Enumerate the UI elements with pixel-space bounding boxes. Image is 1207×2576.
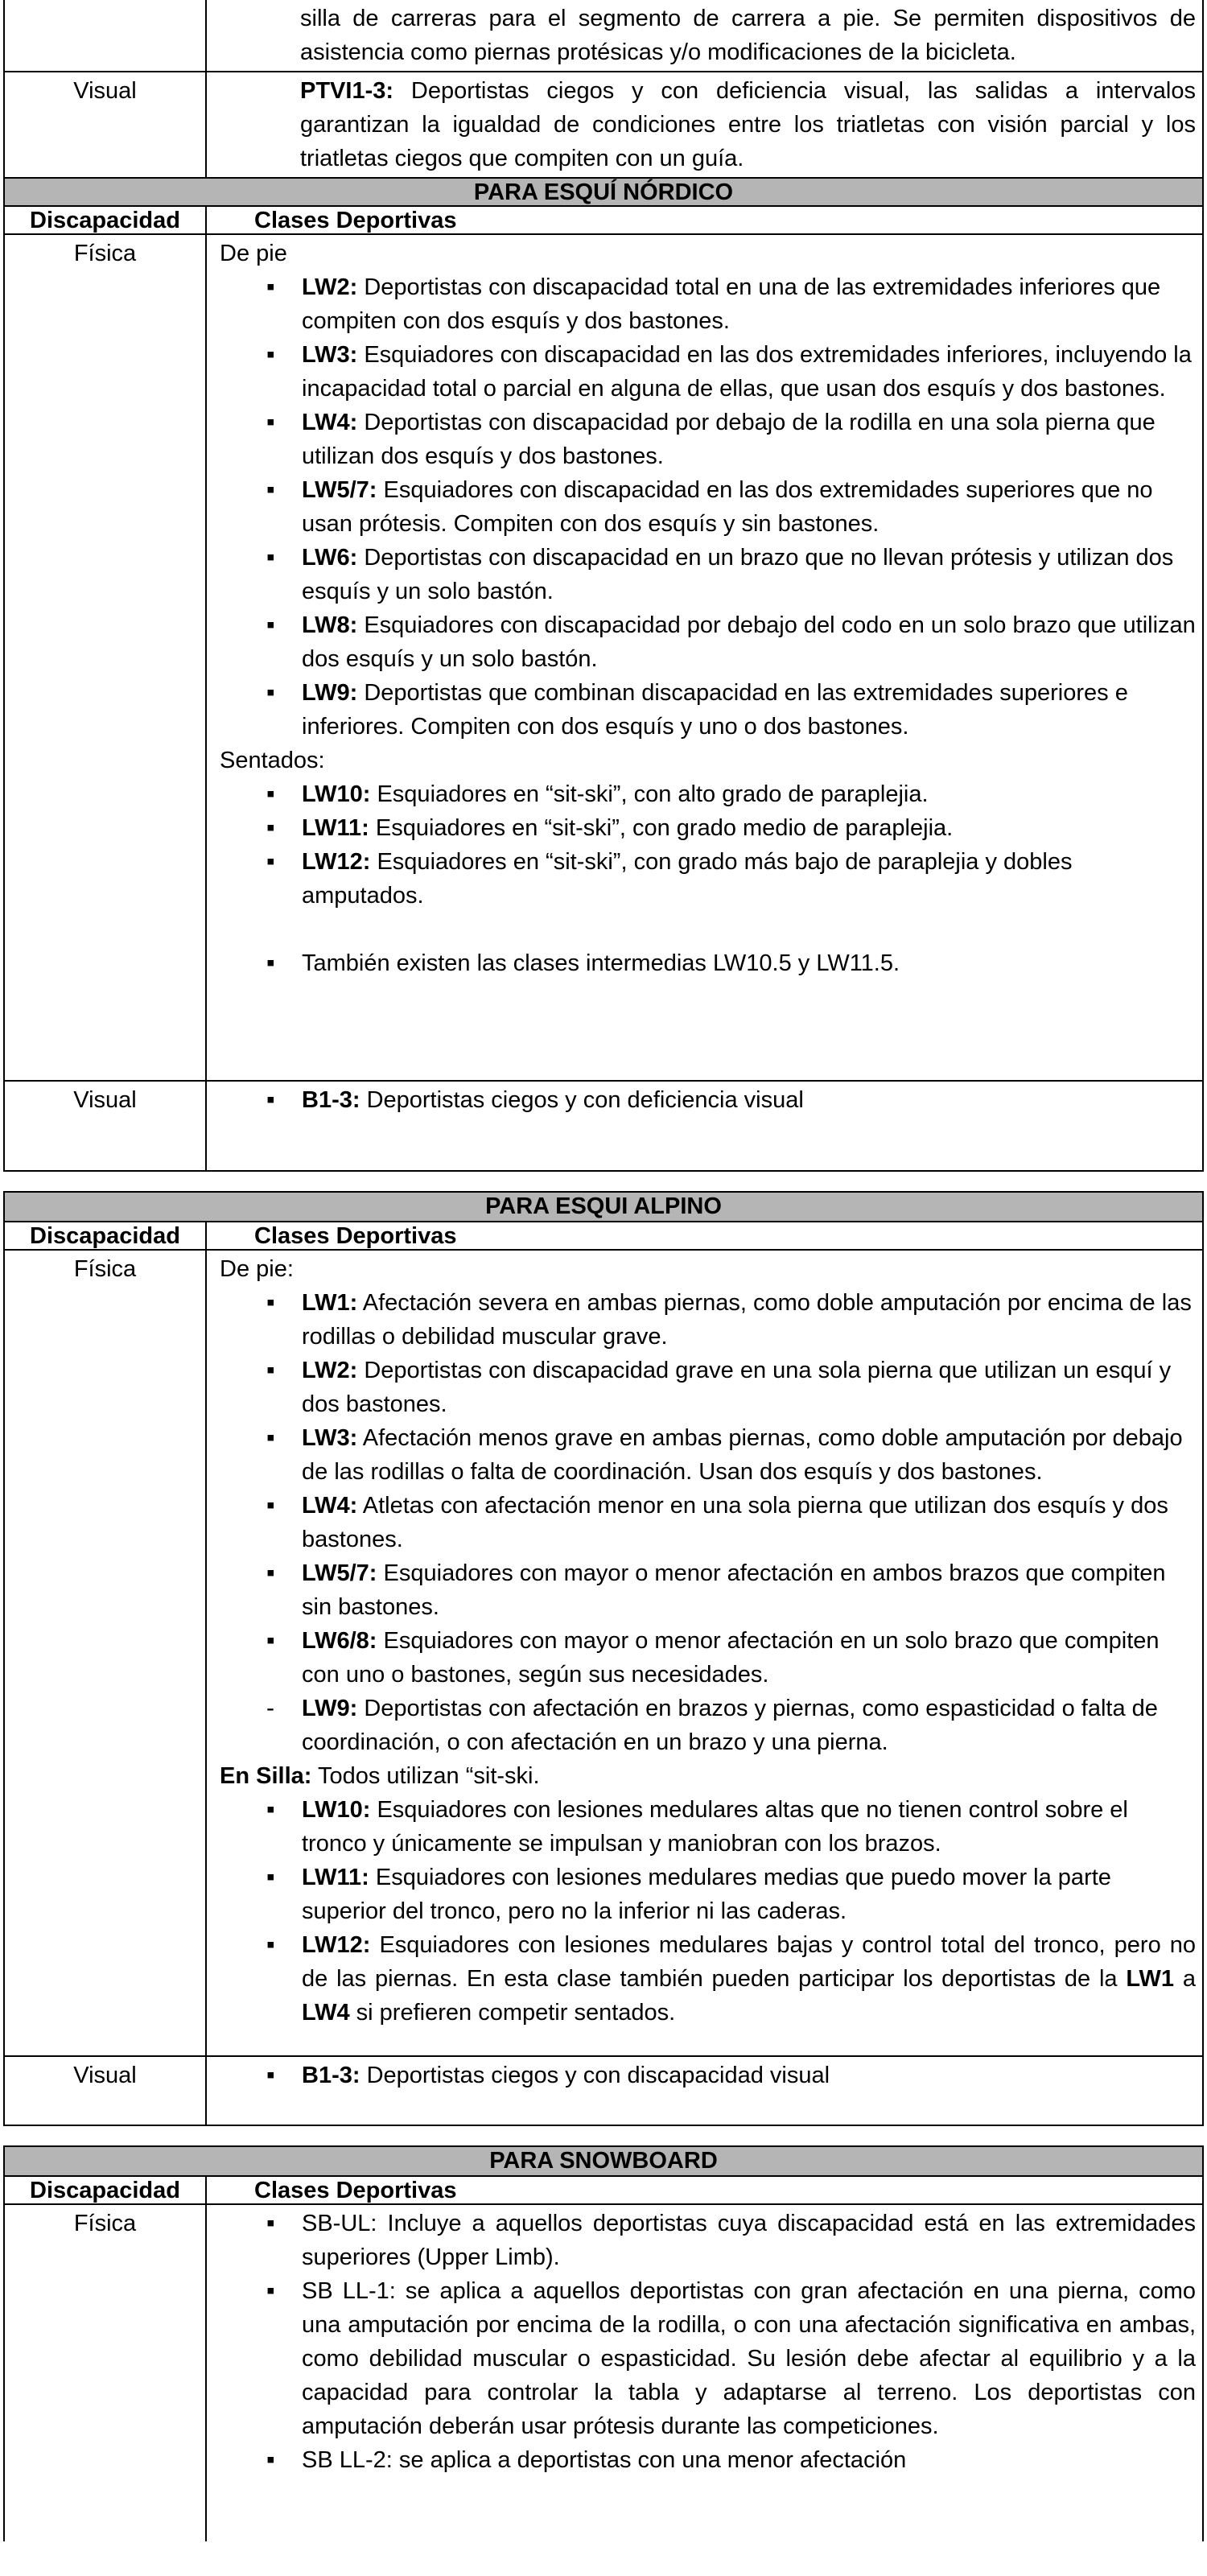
class-item [266,541,1196,608]
class-code: LW1 [1126,1966,1175,1992]
bullet-icon: ▪ [266,1796,275,1823]
class-code: LW4 [302,2000,350,2026]
alpine-ski-table [3,1191,1204,2126]
text-run: SB-UL: Incluye a aquellos deportistas cuya discapacidad está en las extremidades superiores (Upper Limb). [302,2211,1196,2270]
bullet-icon: ▪ [266,612,275,638]
class-item [266,845,1196,913]
class-item [266,473,1196,541]
class-code: LW12: [302,1932,371,1958]
bullet-icon: ▪ [266,1864,275,1890]
class-item-text [302,1624,1196,1692]
table-row [5,1249,1202,2055]
class-item-text [302,1793,1196,1861]
sport-classes-cell [207,235,1202,1080]
class-code: LW4: [302,1493,358,1519]
bullet-icon: ▪ [266,781,275,807]
bullet-icon: ▪ [266,2210,275,2236]
class-code: LW2: [302,274,358,300]
text-run: Deportistas con discapacidad grave en una sola pierna que utilizan un esquí y dos bastones. [302,1358,1172,1417]
text-run: Deportistas ciegos y con deficiencia visual [360,1087,804,1113]
class-code: LW10: [302,781,371,807]
table-row [5,1080,1202,1170]
class-item [266,676,1196,744]
bullet-icon: ▪ [266,409,275,435]
class-item-text [302,1861,1196,1928]
section-title: PARA ESQUI ALPINO [5,1193,1202,1221]
class-code: LW2: [302,1358,358,1383]
class-code: LW3: [302,342,358,368]
text-run: Esquiadores en “sit-ski”, con alto grado de paraplejia. [370,781,929,807]
class-item [266,1793,1196,1861]
subheading [220,744,1196,777]
disability-label: Física [5,235,207,1080]
sport-classes-cell [207,1082,1202,1170]
text-run: silla de carreras para el segmento de carrera a pie. Se permiten dispositivos de asistencia como piernas protésicas y/o modificaciones de la bicicleta. [300,6,1196,65]
subheading [220,237,1196,270]
text-run: De pie: [220,1256,294,1282]
column-header-row [5,2175,1202,2203]
disability-label [5,0,207,71]
class-item [266,777,1196,811]
class-code: LW6/8: [302,1628,377,1654]
table-row [5,2055,1202,2125]
class-item [266,1286,1196,1354]
class-item [266,1928,1196,2030]
text-run: Deportistas ciegos y con discapacidad visual [360,2063,830,2088]
class-item-text [302,270,1196,338]
text-run: De pie [220,241,287,266]
class-item-text [302,2059,1196,2092]
subheading [220,1759,1196,1793]
section-title: PARA SNOWBOARD [5,2147,1202,2175]
bullet-icon: ▪ [266,848,275,875]
paragraph [300,2,1196,69]
column-header-clases-deportivas: Clases Deportivas [254,1223,457,1249]
text-run: Esquiadores con discapacidad en las dos extremidades inferiores, incluyendo la incapacidad total o parcial en alguna de ellas, que usan dos esquís y dos bastones. [302,342,1192,402]
bullet-icon: ▪ [266,2062,275,2088]
class-item [266,1083,1196,1117]
text-run: Deportistas con afectación en brazos y piernas, como espasticidad o falta de coordinación, o con afectación en un brazo y una pierna. [302,1696,1158,1755]
class-code: LW9: [302,1696,358,1721]
sport-classes-cell [207,2057,1202,2125]
class-item-text [302,338,1196,406]
column-header-clases-deportivas: Clases Deportivas [254,208,457,233]
spacer [220,913,1196,946]
class-code: LW1: [302,1290,358,1316]
class-item-text [302,1083,1196,1117]
text-run: Deportistas con discapacidad por debajo de la rodilla en una sola pierna que utilizan dos esquís y dos bastones. [302,410,1156,469]
triathlon-tail-and-nordic-ski-table [3,0,1204,1172]
text-run: También existen las clases intermedias LW10.5 y LW11.5. [302,950,900,976]
text-run: si prefieren competir sentados. [349,2000,676,2026]
class-item-text [302,1556,1196,1624]
text-run: Esquiadores con mayor o menor afectación en ambos brazos que compiten sin bastones. [302,1560,1166,1620]
text-run: Todos utilizan “sit-ski. [311,1763,540,1789]
table-row [5,71,1202,177]
class-code: LW9: [302,680,358,706]
bullet-icon: ▪ [266,2446,275,2473]
class-item-text [302,1489,1196,1556]
table-row [5,233,1202,1080]
text-run: Deportistas con discapacidad en un brazo que no llevan prótesis y utilizan dos esquís y un solo bastón. [302,545,1174,604]
class-item-text [302,608,1196,676]
bullet-icon: ▪ [266,1560,275,1586]
text-run: a [1174,1966,1197,1992]
class-code: LW11: [302,1865,369,1890]
paragraph [300,74,1196,175]
text-run: Esquiadores con lesiones medulares medias que puedo mover la parte superior del tronco, pero no la inferior ni las caderas. [302,1865,1111,1924]
class-item [266,946,1196,980]
text-run: Deportistas que combinan discapacidad en las extremidades superiores e inferiores. Compiten con dos esquís y uno o dos bastones. [302,680,1128,740]
subheading [220,1252,1196,1286]
class-code: LW12: [302,849,371,875]
class-item [266,1692,1196,1759]
class-item [266,1354,1196,1421]
class-item [266,1421,1196,1489]
class-item-text [302,1692,1196,1759]
class-item-text [302,811,1196,845]
class-code: LW5/7: [302,1560,377,1586]
text-run: Esquiadores en “sit-ski”, con grado medio de paraplejia. [369,815,954,841]
bullet-icon: ▪ [266,679,275,706]
class-item [266,406,1196,473]
class-item [266,811,1196,845]
text-run: Esquiadores con mayor o menor afectación en un solo brazo que compiten con uno o bastones, según sus necesidades. [302,1628,1160,1688]
snowboard-table [3,2145,1204,2541]
class-item [266,270,1196,338]
class-code: LW3: [302,1425,358,1451]
class-item-text [302,2207,1196,2274]
class-item-text [302,1928,1196,2030]
bullet-icon: ▪ [266,950,275,976]
text-run: Deportistas ciegos y con deficiencia visual, las salidas a intervalos garantizan la igualdad de condiciones entre los triatletas con visión parcial y los triatletas ciegos que compiten con un guía. [300,78,1196,171]
class-item-text [302,1354,1196,1421]
sport-classes-cell [207,0,1202,71]
bullet-icon: ▪ [266,2277,275,2304]
sport-classes-cell [207,2205,1202,2541]
text-run: Atletas con afectación menor en una sola pierna que utilizan dos esquís y dos bastones. [302,1493,1168,1552]
text-run: Afectación menos grave en ambas piernas, como doble amputación por debajo de las rodillas o falta de coordinación. Usan dos esquís y dos bastones. [302,1425,1183,1485]
class-item [266,2059,1196,2092]
disability-label: Visual [5,2057,207,2125]
bullet-icon: ▪ [266,1492,275,1519]
text-run: Esquiadores en “sit-ski”, con grado más bajo de paraplejia y dobles amputados. [302,849,1073,909]
bullet-icon: ▪ [266,1289,275,1316]
bullet-icon: ▪ [266,1424,275,1451]
section-title: PARA ESQUÍ NÓRDICO [5,177,1202,205]
class-item-text [302,1421,1196,1489]
text-run: SB LL-1: se aplica a aquellos deportistas con gran afectación en una pierna, como una amputación por encima de la rodilla, o con una afectación significativa en ambas, como debilidad muscular o espasticidad. Su lesión debe afectar al equilibrio y a la capacidad para controlar la tabla y adaptarse al terreno. Los deportistas con amputación deberán usar prótesis durante las competiciones. [302,2278,1196,2439]
class-item [266,1861,1196,1928]
text-run: Sentados: [220,748,325,773]
bullet-icon: ▪ [266,1086,275,1113]
disability-label: Física [5,2205,207,2541]
class-item [266,1624,1196,1692]
class-code: LW6: [302,545,358,571]
class-item [266,2274,1196,2443]
column-header-discapacidad: Discapacidad [5,207,207,235]
bullet-icon: - [266,1695,274,1721]
class-item-text [302,777,1196,811]
column-header-discapacidad: Discapacidad [5,1222,207,1251]
column-header-clases-deportivas: Clases Deportivas [254,2178,457,2203]
class-item-text [302,541,1196,608]
class-item-text [302,676,1196,744]
class-code: LW10: [302,1797,371,1823]
class-item-text [302,2274,1196,2443]
class-item-text [302,1286,1196,1354]
class-item [266,2207,1196,2274]
text-run: Afectación severa en ambas piernas, como doble amputación por encima de las rodillas o debilidad muscular grave. [302,1290,1192,1350]
disability-label: Visual [5,1082,207,1170]
class-item-text [302,473,1196,541]
class-code: LW4: [302,410,358,435]
bullet-icon: ▪ [266,814,275,841]
class-item [266,1556,1196,1624]
disability-label: Visual [5,72,207,177]
bullet-icon: ▪ [266,341,275,368]
class-code: LW8: [302,612,358,638]
text-run: Esquiadores con discapacidad por debajo del codo en un solo brazo que utilizan dos esquís y un solo bastón. [302,612,1196,672]
column-header-discapacidad: Discapacidad [5,2177,207,2205]
class-item-text [302,2443,1196,2477]
class-item-text [302,845,1196,913]
sport-classes-cell [207,1251,1202,2055]
text-run: Esquiadores con lesiones medulares bajas y control total del tronco, pero no de las piernas. En esta clase también pueden participar los deportistas de la [302,1932,1196,1992]
column-header-row [5,205,1202,233]
column-header-row [5,1221,1202,1249]
class-item [266,608,1196,676]
text-run: Deportistas con discapacidad total en una de las extremidades inferiores que compiten con dos esquís y dos bastones. [302,274,1161,334]
disability-label: Física [5,1251,207,2055]
bullet-icon: ▪ [266,1931,275,1958]
class-code: En Silla: [220,1763,312,1789]
table-row [5,2203,1202,2541]
class-item-text [302,946,1196,980]
class-code: PTVI1-3: [300,78,394,104]
class-code: LW11: [302,815,369,841]
text-run: Esquiadores con discapacidad en las dos extremidades superiores que no usan prótesis. Compiten con dos esquís y sin bastones. [302,477,1153,537]
class-item [266,338,1196,406]
class-item-text [302,406,1196,473]
text-run: Esquiadores con lesiones medulares altas que no tienen control sobre el tronco y únicamente se impulsan y maniobran con los brazos. [302,1797,1128,1857]
bullet-icon: ▪ [266,1627,275,1654]
class-code: LW5/7: [302,477,377,503]
class-item [266,1489,1196,1556]
class-code: B1-3: [302,2063,360,2088]
class-code: B1-3: [302,1087,360,1113]
bullet-icon: ▪ [266,476,275,503]
bullet-icon: ▪ [266,274,275,300]
bullet-icon: ▪ [266,544,275,571]
sport-classes-cell [207,72,1202,177]
bullet-icon: ▪ [266,1357,275,1383]
text-run: SB LL-2: se aplica a deportistas con una menor afectación [302,2447,907,2473]
table-row [5,0,1202,71]
class-item [266,2443,1196,2477]
